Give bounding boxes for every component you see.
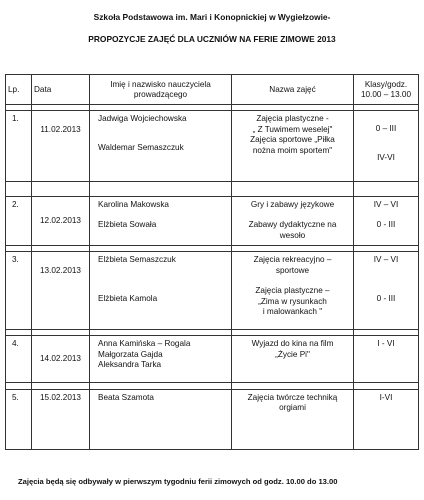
row-subjects — [232, 389, 354, 449]
subject-line: Zajęcia twórcze techniką — [247, 392, 338, 402]
row-date: 11.02.2013 — [32, 111, 90, 182]
header-classes — [354, 75, 419, 105]
row-subjects — [232, 336, 354, 383]
row-teachers — [90, 111, 232, 182]
subject-line: wesoło — [279, 230, 306, 240]
header-subject: Nazwa zajęć — [232, 75, 354, 105]
subject-line: Zajęcia sportowe „Piłka — [250, 135, 335, 144]
subject-line: „ Z Tuwimem weselej" — [252, 124, 333, 134]
row-date: 14.02.2013 — [32, 336, 90, 383]
class-range: 0 - III — [376, 220, 396, 230]
teacher-name: Waldemar Semaszczuk — [98, 142, 184, 152]
row-subjects — [232, 196, 354, 245]
row-lp: 4. — [6, 336, 32, 383]
school-name: Szkoła Podstawowa im. Mari i Konopnickiej w Wygiełzowie- — [93, 12, 331, 22]
table-row — [6, 111, 419, 182]
header-date: Data — [32, 75, 90, 105]
class-range: 0 - III — [376, 293, 396, 303]
header-classes-line1: Klasy/godz. — [364, 79, 408, 89]
page-title: PROPOZYCJE ZAJĘĆ DLA UCZNIÓW NA FERIE ZIMOWE 2013 — [88, 34, 336, 44]
row-gap — [6, 181, 419, 196]
row-classes — [354, 196, 419, 245]
class-range: IV-VI — [377, 152, 395, 162]
teacher-name: Elżbieta Sowała — [98, 220, 157, 230]
teacher-name: Aleksandra Tarka — [98, 360, 162, 370]
subject-line: „Zima w rysunkach — [258, 296, 327, 306]
teacher-name: Małgorzata Gajda — [98, 349, 163, 359]
row-lp: 1. — [6, 111, 32, 182]
row-date: 12.02.2013 — [32, 196, 90, 245]
header-teacher — [90, 75, 232, 105]
subject-line: Zajęcia plastyczne – — [255, 286, 330, 296]
class-range: I-VI — [379, 392, 393, 402]
row-classes — [354, 111, 419, 182]
row-date: 15.02.2013 — [32, 389, 90, 449]
header-teacher-line2: prowadzącego — [133, 90, 188, 99]
subject-line: i malowankach " — [262, 307, 323, 317]
class-range: I - VI — [377, 339, 395, 349]
subject-line: Zajęcia rekreacyjno – — [253, 255, 332, 265]
subject-line: Zabawy dydaktyczne na — [248, 220, 337, 230]
subject-line: sportowe — [275, 265, 310, 275]
header-teacher-line1: Imię i nazwisko nauczyciela — [110, 79, 211, 89]
row-subjects — [232, 252, 354, 329]
subject-line: Gry i zabawy językowe — [250, 199, 335, 209]
footer-note: Zajęcia będą się odbywały w pierwszym tygodniu ferii zimowych od godz. 10.00 do 13.00 — [18, 477, 338, 486]
class-range: 0 – III — [375, 124, 397, 133]
activities-table — [5, 74, 419, 450]
table-header-row — [6, 75, 419, 105]
teacher-name: Karolina Makowska — [98, 199, 169, 209]
subject-line: „Życie Pi" — [275, 349, 310, 359]
row-lp: 5. — [6, 389, 32, 449]
header-lp: Lp. — [6, 75, 32, 105]
row-lp: 3. — [6, 252, 32, 329]
table-row — [6, 336, 419, 383]
teacher-name: Elżbieta Semaszczuk — [98, 255, 176, 265]
row-teachers — [90, 252, 232, 329]
table-row — [6, 389, 419, 449]
teacher-name: Elżbieta Kamola — [98, 293, 158, 303]
teacher-name: Beata Szamota — [98, 392, 154, 402]
row-classes — [354, 336, 419, 383]
subject-line: Zajęcia plastyczne - — [256, 114, 329, 123]
teacher-name: Anna Kamińska – Rogala — [98, 339, 191, 349]
row-teachers — [90, 389, 232, 449]
table-row — [6, 196, 419, 245]
row-teachers — [90, 336, 232, 383]
class-range: IV – VI — [373, 255, 399, 265]
row-teachers — [90, 196, 232, 245]
row-date: 13.02.2013 — [32, 252, 90, 329]
table-row — [6, 252, 419, 329]
row-classes — [354, 389, 419, 449]
subject-line: orgiami — [279, 403, 306, 413]
teacher-name: Jadwiga Wojciechowska — [98, 114, 187, 123]
subject-line: nożna moim sportem" — [252, 145, 333, 155]
row-subjects — [232, 111, 354, 182]
row-lp: 2. — [6, 196, 32, 245]
header-classes-line2: 10.00 – 13.00 — [360, 90, 412, 99]
subject-line: Wyjazd do kina na film — [251, 339, 334, 349]
row-classes — [354, 252, 419, 329]
class-range: IV – VI — [373, 199, 399, 209]
